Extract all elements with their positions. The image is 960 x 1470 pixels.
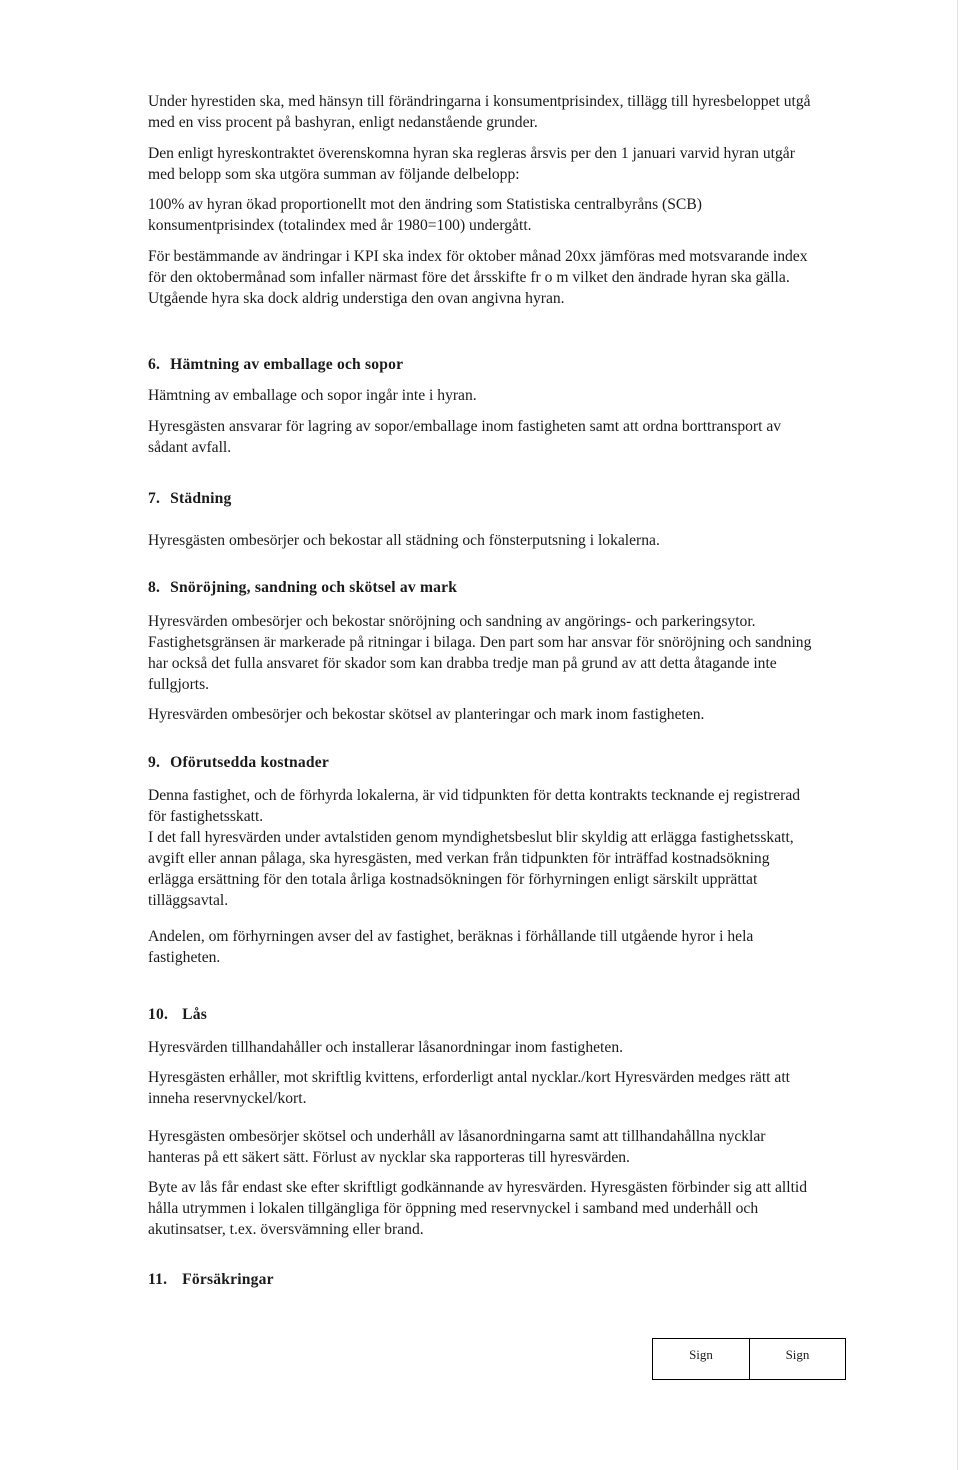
section-10-paragraph-3: Hyresgästen ombesörjer skötsel och underhåll av låsanordningarna samt att tillhandahållna nycklar hanteras på ett säkert sätt. Förlust av nycklar ska rapporteras till hyresvärden. <box>148 1128 766 1166</box>
section-9-title: Oförutsedda kostnader <box>170 754 329 771</box>
section-10-heading <box>148 1004 207 1025</box>
section-8-number: 8. <box>148 579 161 596</box>
signature-cell-left <box>653 1339 749 1379</box>
signature-label-left: Sign <box>689 1347 713 1362</box>
section-10-paragraph-4: Byte av lås får endast ske efter skriftligt godkännande av hyresvärden. Hyresgästen förbinder sig att alltid hålla utrymmen i lokalen tillgängliga för öppning med reservnyckel i samband med underhåll och akutinsatser, t.ex. översvämning eller brand. <box>148 1179 808 1238</box>
section-11-number: 11. <box>148 1271 168 1288</box>
page-edge-line <box>957 0 958 1470</box>
section-7-paragraph-1: Hyresgästen ombesörjer och bekostar all städning och fönsterputsning i lokalerna. <box>148 532 660 549</box>
signature-cell-right <box>749 1339 845 1379</box>
section-9-number: 9. <box>148 754 161 771</box>
section-7-title: Städning <box>170 490 232 507</box>
section-9-heading <box>148 752 329 773</box>
section-6-number: 6. <box>148 356 161 373</box>
section-8-title: Snöröjning, sandning och skötsel av mark <box>170 579 458 596</box>
section-7-heading <box>148 488 232 509</box>
section-8-heading <box>148 577 457 598</box>
signature-label-right: Sign <box>785 1347 810 1362</box>
section-6-paragraph-1: Hämtning av emballage och sopor ingår inte i hyran. <box>148 387 477 404</box>
intro-paragraph-1: Under hyrestiden ska, med hänsyn till förändringarna i konsumentprisindex, tillägg till hyresbeloppet utgå med en viss procent på bashyran, enligt nedanstående grunder. <box>148 93 811 131</box>
section-8-paragraph-2: Hyresvärden ombesörjer och bekostar skötsel av planteringar och mark inom fastigheten. <box>148 706 705 723</box>
signature-box <box>652 1338 846 1380</box>
section-11-heading <box>148 1269 274 1290</box>
section-10-paragraph-2: Hyresgästen erhåller, mot skriftlig kvittens, erforderligt antal nycklar./kort Hyresvärden medges rätt att inneha reservnyckel/kort. <box>148 1069 790 1107</box>
section-10-number: 10. <box>148 1006 169 1023</box>
section-10-paragraph-1: Hyresvärden tillhandahåller och installerar låsanordningar inom fastigheten. <box>148 1039 624 1056</box>
intro-paragraph-2: Den enligt hyreskontraktet överenskomna hyran ska regleras årsvis per den 1 januari varvid hyran utgår med belopp som ska utgöra summan av följande delbelopp: <box>148 145 795 183</box>
section-10-title: Lås <box>182 1006 207 1023</box>
section-9-paragraph-3: Andelen, om förhyrningen avser del av fastighet, beräknas i förhållande till utgående hyror i hela fastigheten. <box>148 928 754 966</box>
section-11-title: Försäkringar <box>182 1271 274 1288</box>
section-9-paragraph-1: Denna fastighet, och de förhyrda lokalerna, är vid tidpunkten för detta kontrakts tecknande ej registrerad för fastighetsskatt. <box>148 787 801 825</box>
section-9-paragraph-2: I det fall hyresvärden under avtalstiden genom myndighetsbeslut blir skyldig att erlägga fastighetsskatt, avgift eller annan pålaga, ska hyresgästen, med verkan från tidpunkten för inträffad kostnadsökning erlägga ersättning för den totala årliga kostnadsökningen för förhyrningen enligt särskilt upprättat tilläggsavtal. <box>148 829 794 909</box>
section-6-title: Hämtning av emballage och sopor <box>170 356 404 373</box>
section-7-number: 7. <box>148 490 161 507</box>
intro-paragraph-3: 100% av hyran ökad proportionellt mot den ändring som Statistiska centralbyråns (SCB) konsumentprisindex (totalindex med år 1980=100) undergått. <box>148 196 702 234</box>
intro-paragraph-4: För bestämmande av ändringar i KPI ska index för oktober månad 20xx jämföras med motsvarande index för den oktobermånad som infaller närmast före det årsskifte fr o m vilket den ändrade hyran ska gälla. Utgående hyra ska dock aldrig understiga den ovan angivna hyran. <box>148 248 808 307</box>
section-6-paragraph-2: Hyresgästen ansvarar för lagring av sopor/emballage inom fastigheten samt att ordna borttransport av sådant avfall. <box>148 418 782 456</box>
section-6-heading <box>148 354 403 375</box>
section-8-paragraph-1: Hyresvärden ombesörjer och bekostar snöröjning och sandning av angörings- och parkeringsytor. Fastighetsgränsen är markerade på ritningar i bilaga. Den part som har ansvar för snöröjning och sandning har också det fulla ansvaret för skador som kan drabba tredje man på grund av att detta åtagande inte fullgjorts. <box>148 613 812 693</box>
